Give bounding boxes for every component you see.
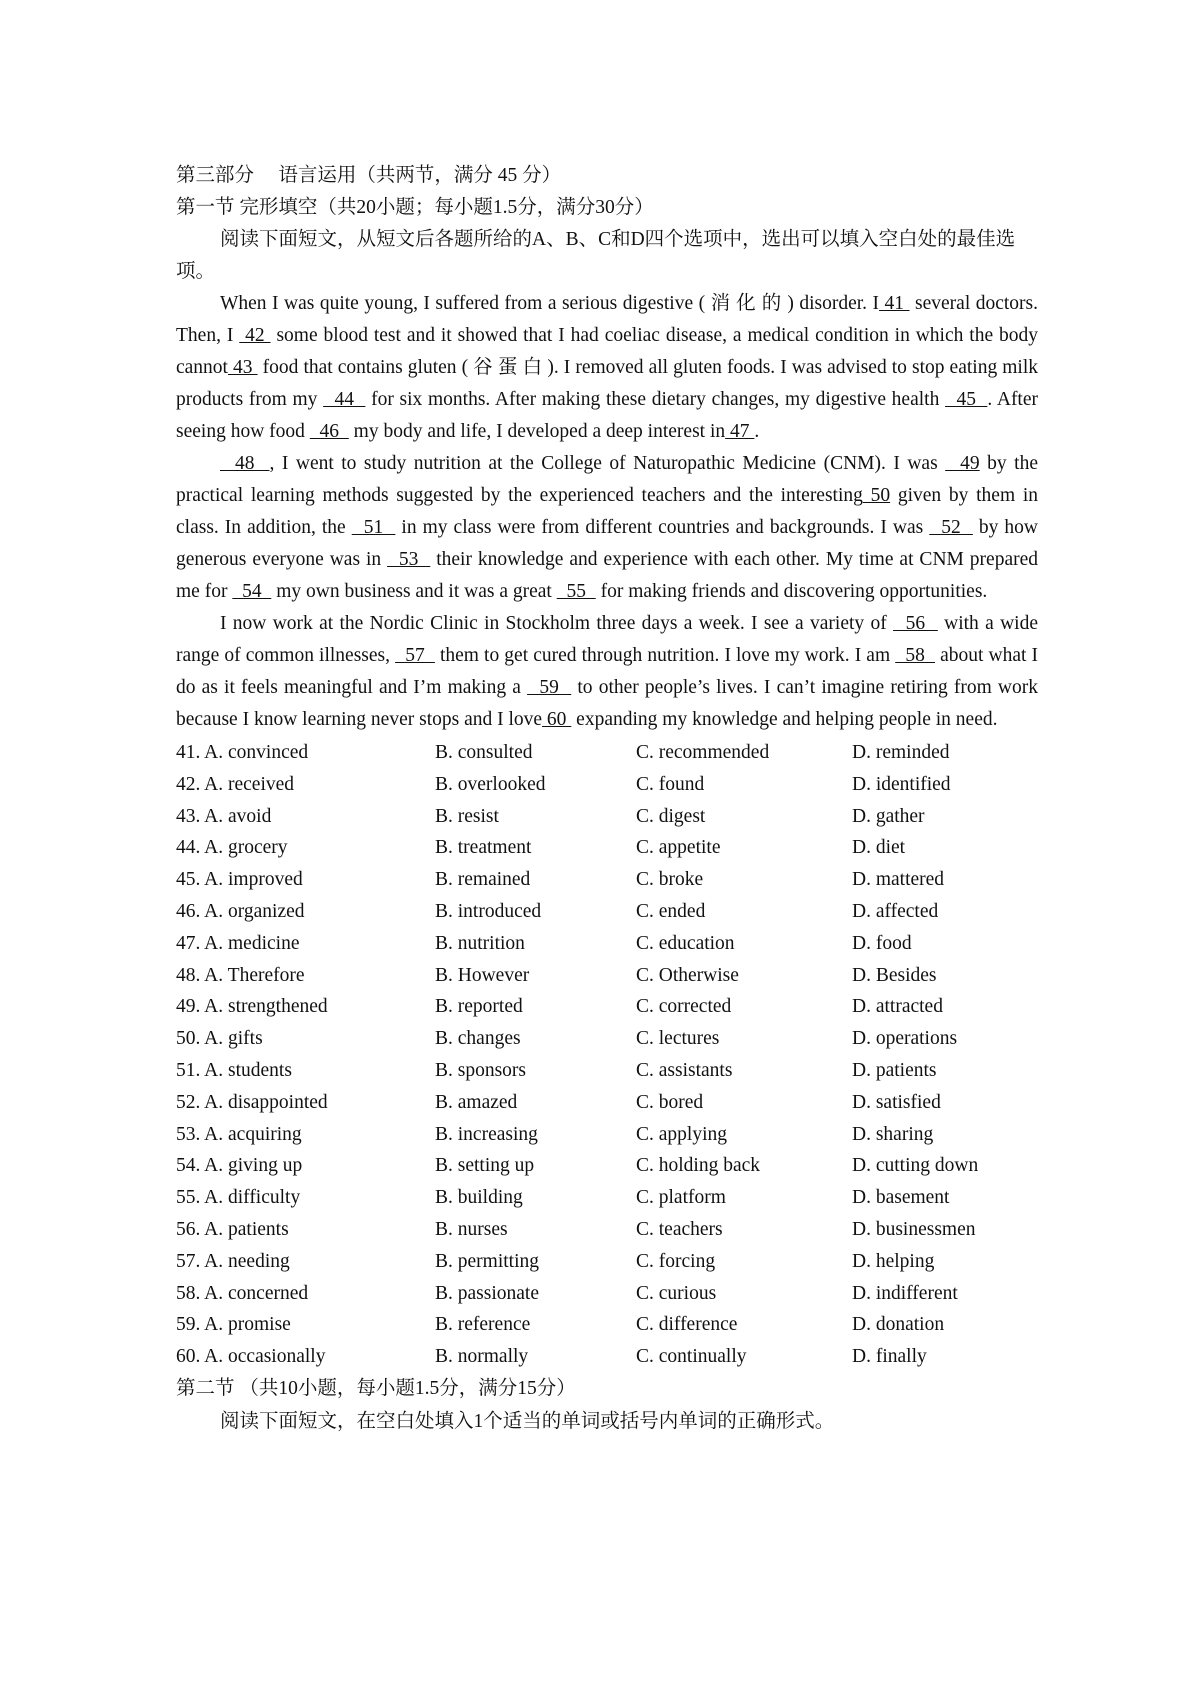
option-row — [176, 1309, 1038, 1341]
blank-number: 42 — [239, 325, 271, 346]
blank-number: 57 — [395, 645, 435, 666]
option-row — [176, 801, 1038, 833]
passage-text: I now work at the Nordic Clinic in Stockholm three days a week. I see a variety of — [220, 613, 894, 634]
option-c: C. lectures — [636, 1028, 720, 1050]
option-row — [176, 1023, 1038, 1055]
option-d: D. attracted — [852, 996, 943, 1018]
option-a: 43. A. avoid — [176, 805, 272, 827]
passage-text: about what I do as it feels meaningful and I’m making a — [176, 645, 1038, 698]
option-row — [176, 896, 1038, 928]
option-c: C. Otherwise — [636, 964, 739, 986]
option-row — [176, 1246, 1038, 1278]
option-c: C. holding back — [636, 1155, 761, 1177]
part2-title: 第二节 （共10小题，每小题1.5分，满分15分） — [176, 1377, 576, 1399]
option-b: B. nurses — [435, 1218, 508, 1240]
option-row — [176, 864, 1038, 896]
passage-text: several doctors. Then, I — [176, 293, 1039, 346]
option-c: C. applying — [636, 1123, 727, 1145]
option-row — [176, 1055, 1038, 1087]
option-b: B. setting up — [435, 1155, 535, 1177]
blank-number: 49 — [945, 453, 980, 474]
option-row — [176, 928, 1038, 960]
blank-number: 44 — [323, 389, 366, 410]
option-d: D. affected — [852, 900, 939, 922]
option-row — [176, 1182, 1038, 1214]
passage-text: by how generous everyone was in — [176, 517, 1039, 570]
blank-number: 50 — [862, 485, 891, 506]
passage-text: with a wide range of common illnesses, — [176, 613, 1038, 666]
option-row — [176, 1119, 1038, 1151]
option-b: B. reported — [435, 996, 523, 1018]
options-list — [176, 737, 1038, 1373]
page-content — [176, 160, 1038, 1439]
option-d: D. helping — [852, 1250, 935, 1272]
option-d: D. sharing — [852, 1123, 934, 1145]
blank-number: 58 — [895, 645, 936, 666]
blank-number: 47 — [725, 421, 755, 442]
blank-number: 41 — [879, 293, 910, 314]
option-a: 49. A. strengthened — [176, 996, 328, 1018]
option-d: D. patients — [852, 1059, 937, 1081]
passage-text: my body and life, I developed a deep interest in — [348, 421, 726, 442]
option-c: C. curious — [636, 1282, 717, 1304]
blank-number: 45 — [945, 389, 988, 410]
option-a: 41. A. convinced — [176, 742, 309, 763]
option-c: C. digest — [636, 805, 706, 827]
option-d: D. basement — [852, 1187, 950, 1209]
option-c: C. found — [636, 773, 705, 795]
blank-number: 55 — [556, 581, 596, 602]
option-row — [176, 1341, 1038, 1373]
option-row — [176, 832, 1038, 864]
option-c: C. platform — [636, 1187, 726, 1209]
option-c: C. difference — [636, 1314, 738, 1336]
passage-text: by the practical learning methods suggested by the experienced teachers and the interesting — [176, 453, 1039, 506]
option-d: D. mattered — [852, 869, 945, 891]
option-c: C. forcing — [636, 1250, 716, 1272]
option-row — [176, 737, 1038, 769]
option-d: D. donation — [852, 1314, 945, 1336]
passage-text: . After seeing how food — [176, 389, 1039, 442]
section3-title: 第三部分 语言运用（共两节，满分 45 分） — [176, 165, 562, 186]
option-c: C. continually — [636, 1346, 747, 1368]
option-b: B. building — [435, 1187, 523, 1209]
option-b: B. remained — [435, 869, 531, 891]
option-a: 60. A. occasionally — [176, 1346, 326, 1368]
option-d: D. Besides — [852, 964, 937, 986]
option-d: D. identified — [852, 773, 951, 795]
blank-number: 59 — [527, 677, 572, 698]
blank-number: 56 — [893, 613, 938, 634]
passage-text: some blood test and it showed that I had coeliac disease, a medical condition in which the body cannot — [176, 325, 1039, 378]
blank-number: 48 — [220, 453, 270, 474]
option-d: D. diet — [852, 837, 906, 859]
option-a: 47. A. medicine — [176, 932, 300, 954]
passage-text: food that contains gluten ( 谷 蛋 白 ). I removed all gluten foods. I was advised to stop eating milk products from my — [176, 357, 1039, 410]
option-b: B. consulted — [435, 742, 533, 763]
option-d: D. finally — [852, 1346, 927, 1368]
passage-text: When I was quite young, I suffered from a serious digestive ( 消 化 的 ) disorder. I — [220, 293, 880, 314]
passage-text: for six months. After making these dietary changes, my digestive health — [365, 389, 946, 410]
option-d: D. gather — [852, 805, 925, 827]
blank-number: 43 — [227, 357, 258, 378]
option-b: B. changes — [435, 1028, 521, 1050]
option-d: D. cutting down — [852, 1155, 979, 1177]
option-a: 54. A. giving up — [176, 1155, 303, 1177]
option-a: 56. A. patients — [176, 1218, 289, 1240]
passage-text: in my class were from different countries and backgrounds. I was — [395, 517, 930, 538]
option-b: B. treatment — [435, 837, 532, 859]
option-c: C. broke — [636, 869, 704, 891]
option-b: B. overlooked — [435, 773, 546, 795]
part1-title: 第一节 完形填空（共20小题；每小题1.5分，满分30分） — [176, 197, 654, 218]
option-a: 50. A. gifts — [176, 1028, 263, 1050]
option-b: B. nutrition — [435, 932, 525, 954]
option-a: 58. A. concerned — [176, 1282, 309, 1304]
passage-text: to other people’s lives. I can’t imagine retiring from work because I know learning never stops and I love — [176, 677, 1039, 730]
passage-paragraph-3 — [176, 608, 1038, 736]
option-b: B. permitting — [435, 1250, 539, 1272]
part2-instructions: 阅读下面短文，在空白处填入1个适当的单词或括号内单词的正确形式。 — [220, 1410, 835, 1432]
option-c: C. education — [636, 932, 735, 954]
option-d: D. operations — [852, 1028, 958, 1050]
option-b: B. passionate — [435, 1282, 539, 1304]
option-c: C. bored — [636, 1091, 704, 1113]
option-d: D. reminded — [852, 742, 950, 763]
option-d: D. indifferent — [852, 1282, 958, 1304]
passage-text: for making friends and discovering opportunities. — [595, 581, 988, 602]
option-b: B. amazed — [435, 1091, 518, 1113]
option-row — [176, 769, 1038, 801]
passage-text: my own business and it was a great — [271, 581, 557, 602]
blank-number: 46 — [309, 421, 349, 442]
blank-number: 60 — [542, 709, 572, 730]
option-c: C. corrected — [636, 996, 732, 1018]
option-c: C. ended — [636, 900, 706, 922]
option-a: 46. A. organized — [176, 900, 305, 922]
option-c: C. teachers — [636, 1218, 723, 1240]
option-c: C. appetite — [636, 837, 721, 859]
option-a: 53. A. acquiring — [176, 1123, 302, 1145]
option-row — [176, 960, 1038, 992]
option-row — [176, 1214, 1038, 1246]
option-a: 48. A. Therefore — [176, 964, 305, 986]
part1-instructions: 阅读下面短文，从短文后各题所给的A、B、C和D四个选项中，选出可以填入空白处的最佳选项。 — [176, 229, 1016, 282]
blank-number: 52 — [929, 517, 973, 538]
passage-paragraph-2 — [176, 448, 1038, 608]
blank-number: 51 — [351, 517, 396, 538]
passage-text: given by them in class. In addition, the — [176, 485, 1038, 538]
option-a: 52. A. disappointed — [176, 1091, 328, 1113]
option-row — [176, 1278, 1038, 1310]
option-c: C. recommended — [636, 742, 770, 763]
option-a: 42. A. received — [176, 773, 295, 795]
option-d: D. businessmen — [852, 1218, 976, 1240]
option-b: B. sponsors — [435, 1059, 527, 1081]
option-b: B. reference — [435, 1314, 531, 1336]
option-b: B. normally — [435, 1346, 529, 1368]
option-a: 59. A. promise — [176, 1314, 291, 1336]
option-c: C. assistants — [636, 1059, 733, 1081]
passage-paragraph-1 — [176, 288, 1038, 448]
option-row — [176, 991, 1038, 1023]
blank-number: 54 — [232, 581, 272, 602]
option-a: 55. A. difficulty — [176, 1187, 301, 1209]
passage-text: their knowledge and experience with each other. My time at CNM prepared me for — [176, 549, 1038, 602]
option-b: B. increasing — [435, 1123, 538, 1145]
option-b: B. However — [435, 964, 530, 986]
option-d: D. satisfied — [852, 1091, 941, 1113]
option-b: B. introduced — [435, 900, 542, 922]
option-a: 57. A. needing — [176, 1250, 290, 1272]
blank-number: 53 — [387, 549, 431, 570]
passage-text: . — [754, 421, 760, 442]
option-b: B. resist — [435, 805, 499, 827]
passage-text: , I went to study nutrition at the College of Naturopathic Medicine (CNM). I was — [269, 453, 946, 474]
option-a: 45. A. improved — [176, 869, 303, 891]
option-a: 51. A. students — [176, 1059, 292, 1081]
option-a: 44. A. grocery — [176, 837, 288, 859]
option-d: D. food — [852, 932, 912, 954]
passage-text: expanding my knowledge and helping people in need. — [571, 709, 998, 730]
option-row — [176, 1087, 1038, 1119]
option-row — [176, 1150, 1038, 1182]
passage-text: them to get cured through nutrition. I love my work. I am — [434, 645, 896, 666]
